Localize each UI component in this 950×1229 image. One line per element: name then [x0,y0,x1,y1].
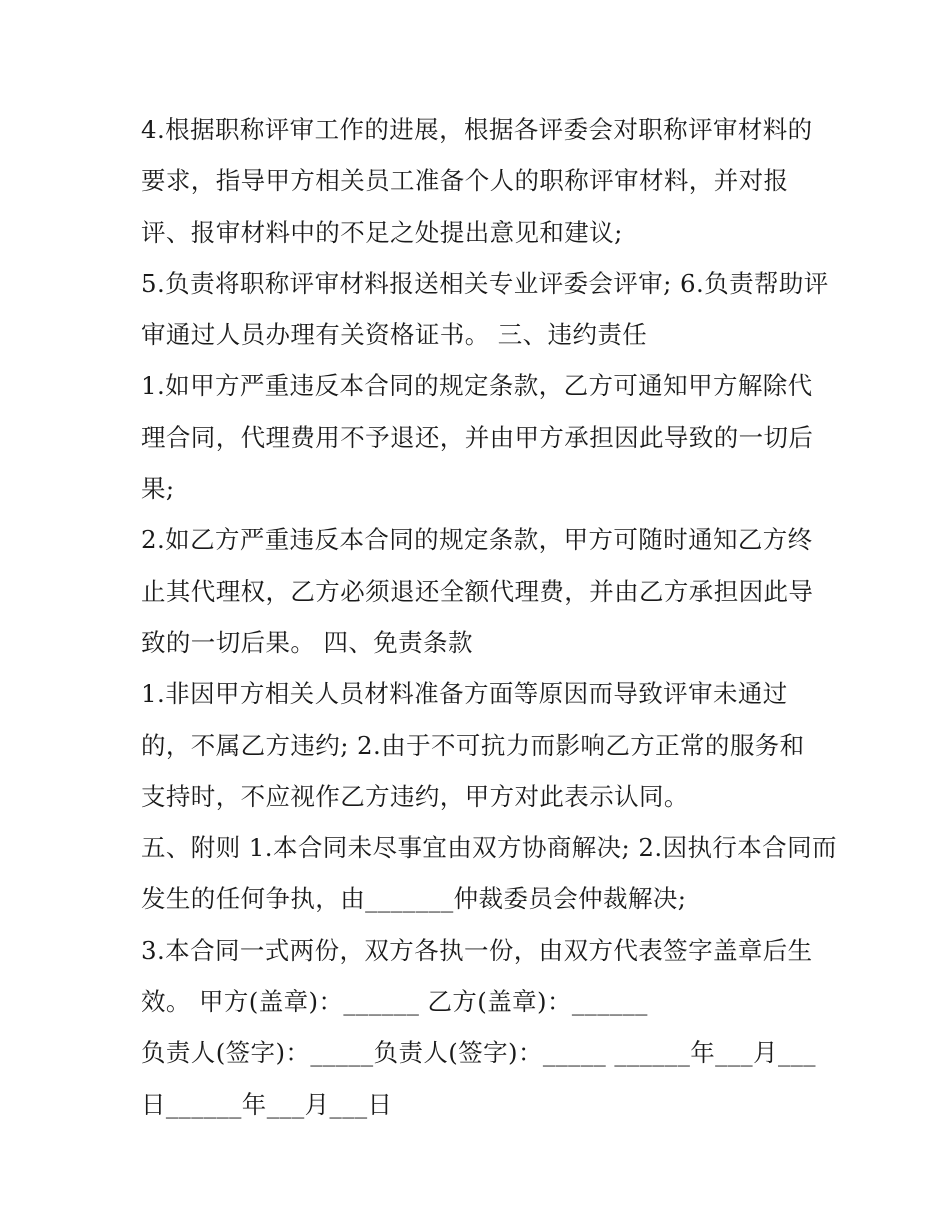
text-line: 止其代理权，乙方必须退还全额代理费，并由乙方承担因此导 [141,576,814,606]
text-line: 支持时，不应视作乙方违约，甲方对此表示认同。 [141,781,689,811]
text-line: 5.负责将职称评审材料报送相关专业评委会评审; 6.负责帮助评 [141,268,829,298]
text-line: 的，不属乙方违约; 2.由于不可抗力而影响乙方正常的服务和 [141,730,805,760]
text-line: 五、附则 1.本合同未尽事宜由双方协商解决; 2.因执行本合同而 [141,833,837,863]
text-line: 理合同，代理费用不予退还，并由甲方承担因此导致的一切后 [141,422,814,452]
text-line: 1.非因甲方相关人员材料准备方面等原因而导致评审未通过 [141,679,788,709]
text-line: 致的一切后果。 四、免责条款 [141,627,473,657]
text-line: 2.如乙方严重违反本合同的规定条款，甲方可随时通知乙方终 [141,525,813,555]
contract-text [141,104,837,1130]
text-line: 评、报审材料中的不足之处提出意见和建议; [141,217,623,247]
text-line: 效。 甲方(盖章)：______ 乙方(盖章)：______ [141,987,648,1017]
text-line: 发生的任何争执，由_______仲裁委员会仲裁解决; [141,884,687,914]
text-line: 日______年___月___日 [141,1089,393,1119]
text-line: 4.根据职称评审工作的进展，根据各评委会对职称评审材料的 [141,115,813,144]
text-line: 审通过人员办理有关资格证书。 三、违约责任 [141,320,648,350]
text-line: 果; [141,474,175,504]
text-line: 要求，指导甲方相关员工准备个人的职称评审材料，并对报 [141,166,789,196]
text-line: 负责人(签字)：_____负责人(签字)：_____ ______年___月___ [141,1038,816,1068]
text-line: 1.如甲方严重违反本合同的规定条款，乙方可通知甲方解除代 [141,371,813,401]
text-line: 3.本合同一式两份，双方各执一份，由双方代表签字盖章后生 [141,935,813,965]
